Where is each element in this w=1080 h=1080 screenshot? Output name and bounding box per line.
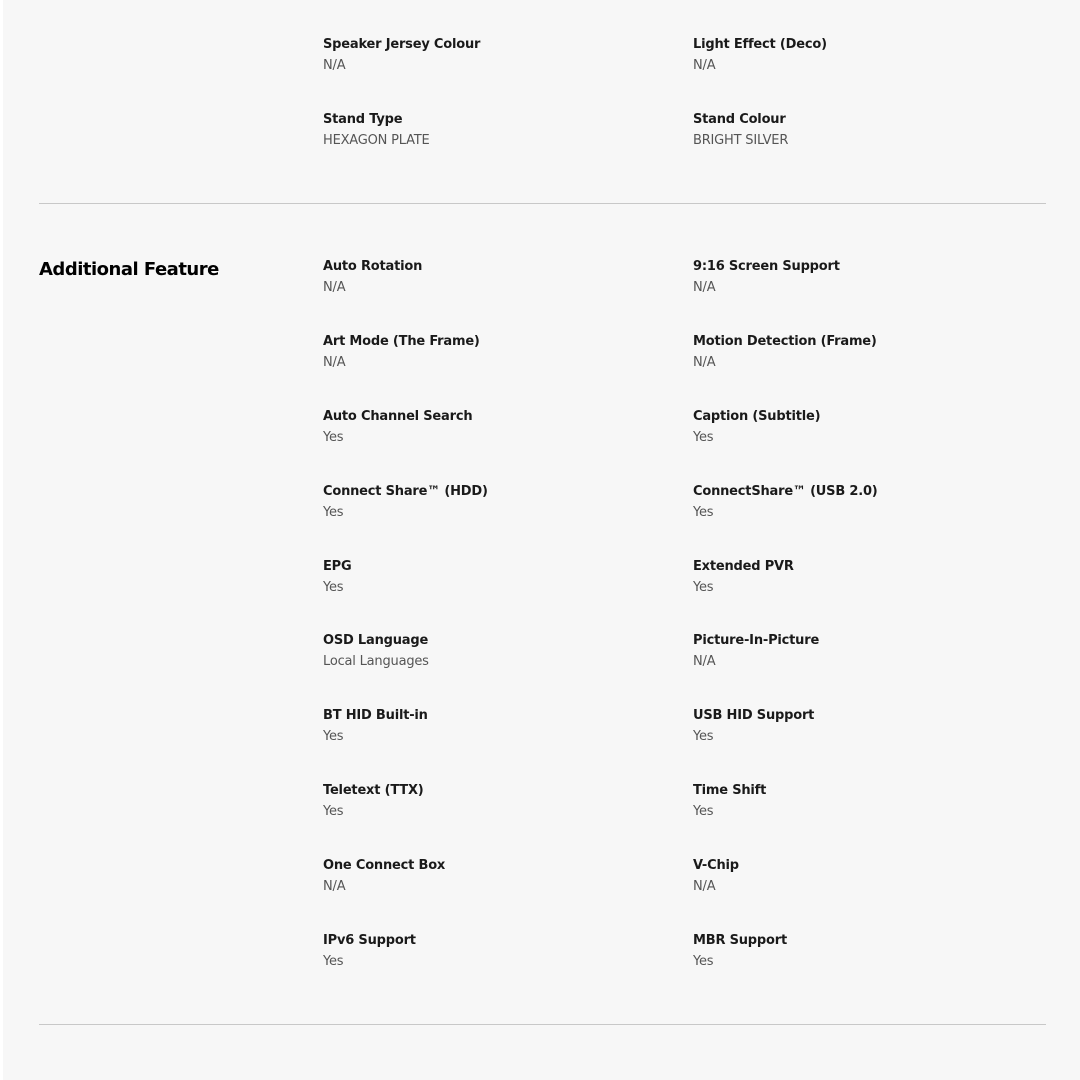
spec-label: Auto Channel Search bbox=[323, 409, 473, 424]
spec-value: N/A bbox=[693, 355, 716, 370]
spec-value: Yes bbox=[323, 505, 344, 520]
spec-value: Yes bbox=[693, 804, 714, 819]
spec-label: Stand Type bbox=[323, 112, 403, 127]
spec-item bbox=[693, 707, 1023, 745]
spec-value: Yes bbox=[693, 505, 714, 520]
spec-value: N/A bbox=[693, 654, 716, 669]
spec-label: Light Effect (Deco) bbox=[693, 37, 827, 52]
spec-label: EPG bbox=[323, 559, 352, 574]
spec-value: N/A bbox=[693, 280, 716, 295]
spec-item bbox=[323, 558, 653, 596]
spec-item bbox=[693, 483, 1023, 521]
spec-section-next bbox=[39, 1025, 1046, 1080]
spec-item bbox=[323, 857, 653, 895]
spec-item bbox=[323, 782, 653, 820]
spec-label: V-Chip bbox=[693, 858, 739, 873]
spec-value: N/A bbox=[323, 355, 346, 370]
spec-value: N/A bbox=[323, 879, 346, 894]
spec-value: N/A bbox=[693, 58, 716, 73]
spec-label: Time Shift bbox=[693, 783, 767, 798]
spec-label: Connect Share™ (HDD) bbox=[323, 484, 488, 499]
spec-value: Yes bbox=[323, 580, 344, 595]
spec-item bbox=[323, 333, 653, 371]
spec-label: Speaker Jersey Colour bbox=[323, 37, 481, 52]
spec-value: N/A bbox=[323, 58, 346, 73]
spec-item bbox=[323, 632, 653, 670]
page-edge bbox=[0, 0, 3, 1080]
spec-label: Motion Detection (Frame) bbox=[693, 334, 877, 349]
spec-item bbox=[693, 632, 1023, 670]
spec-item bbox=[323, 932, 653, 970]
spec-value: HEXAGON PLATE bbox=[323, 133, 430, 148]
spec-item bbox=[693, 558, 1023, 596]
spec-value: Yes bbox=[693, 729, 714, 744]
spec-item bbox=[693, 111, 1023, 149]
spec-value: Yes bbox=[693, 430, 714, 445]
spec-value: Yes bbox=[323, 430, 344, 445]
spec-item bbox=[323, 111, 653, 149]
spec-label: OSD Language bbox=[323, 633, 429, 648]
spec-item bbox=[323, 483, 653, 521]
spec-item bbox=[693, 857, 1023, 895]
spec-label: IPv6 Support bbox=[323, 933, 416, 948]
spec-label: ConnectShare™ (USB 2.0) bbox=[693, 484, 878, 499]
spec-label: Picture-In-Picture bbox=[693, 633, 820, 648]
spec-label: Stand Colour bbox=[693, 112, 786, 127]
spec-item bbox=[693, 782, 1023, 820]
spec-value: BRIGHT SILVER bbox=[693, 133, 789, 148]
spec-value: N/A bbox=[323, 280, 346, 295]
spec-label: USB HID Support bbox=[693, 708, 815, 723]
spec-item bbox=[693, 408, 1023, 446]
spec-item bbox=[323, 36, 653, 74]
spec-value: Yes bbox=[323, 804, 344, 819]
spec-item bbox=[323, 408, 653, 446]
spec-item bbox=[323, 707, 653, 745]
spec-value: N/A bbox=[693, 879, 716, 894]
spec-item bbox=[693, 258, 1023, 296]
spec-value: Yes bbox=[323, 954, 344, 969]
spec-value: Yes bbox=[693, 954, 714, 969]
spec-item bbox=[693, 932, 1023, 970]
section-title: Additional Feature bbox=[39, 259, 219, 280]
spec-label: MBR Support bbox=[693, 933, 787, 948]
spec-label: 9:16 Screen Support bbox=[693, 259, 840, 274]
spec-label: One Connect Box bbox=[323, 858, 446, 873]
spec-label: Caption (Subtitle) bbox=[693, 409, 821, 424]
spec-section-design bbox=[39, 0, 1046, 204]
spec-value: Yes bbox=[323, 729, 344, 744]
spec-item bbox=[693, 333, 1023, 371]
spec-label: BT HID Built-in bbox=[323, 708, 428, 723]
spec-label: Extended PVR bbox=[693, 559, 794, 574]
spec-label: Auto Rotation bbox=[323, 259, 423, 274]
spec-section-additional-feature bbox=[39, 204, 1046, 1025]
spec-label: Art Mode (The Frame) bbox=[323, 334, 480, 349]
spec-value: Local Languages bbox=[323, 654, 429, 669]
spec-label: Teletext (TTX) bbox=[323, 783, 424, 798]
spec-value: Yes bbox=[693, 580, 714, 595]
spec-item bbox=[693, 36, 1023, 74]
spec-item bbox=[323, 258, 653, 296]
